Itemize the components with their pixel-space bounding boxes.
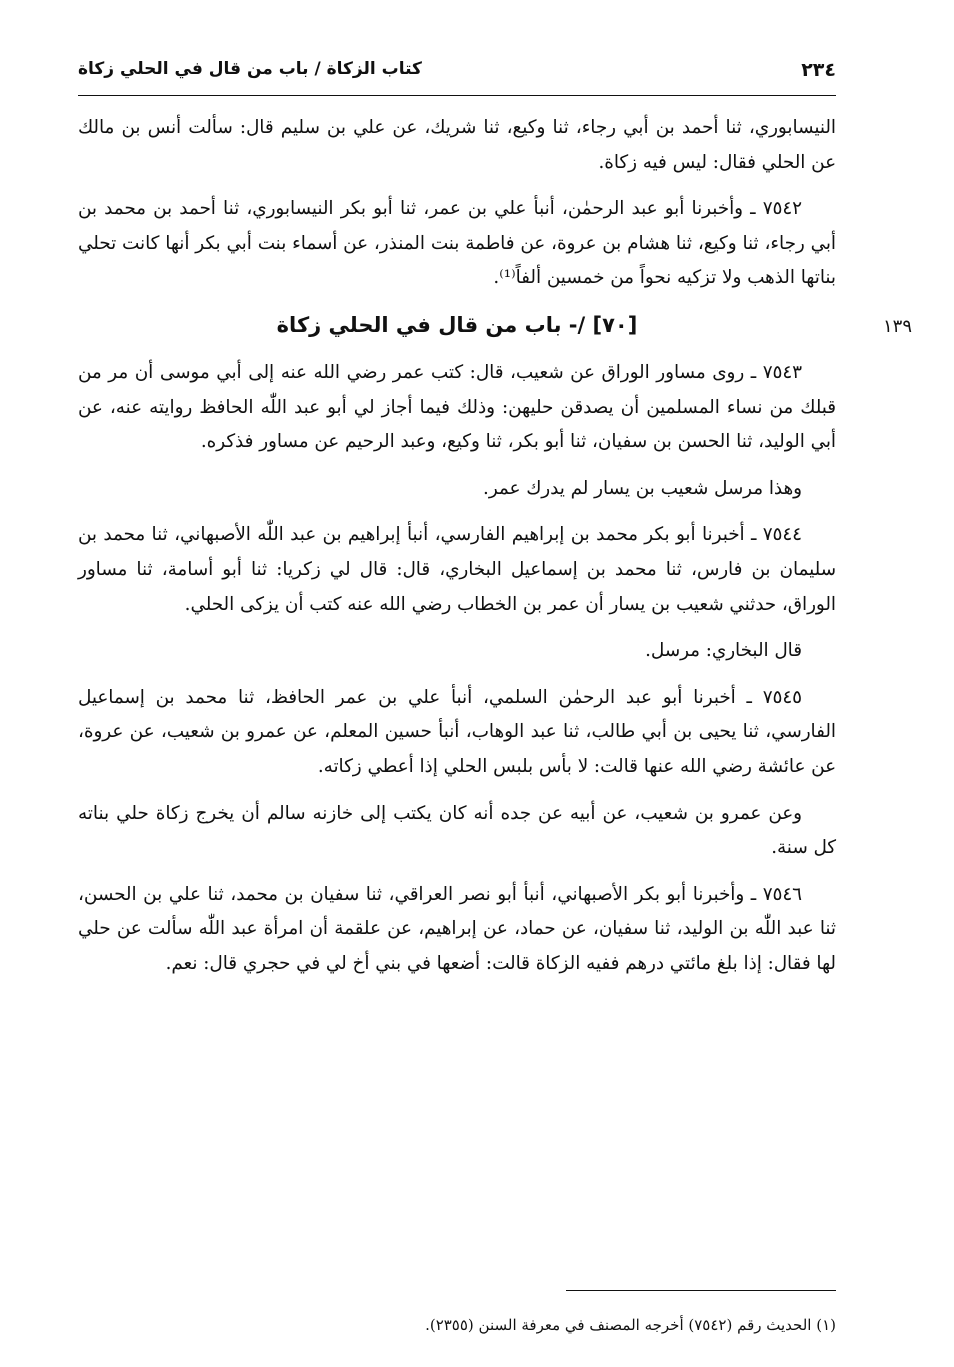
page-number: ٢٣٤: [801, 59, 836, 81]
footnote: (١) الحديث رقم (٧٥٤٢) أخرجه المصنف في معرفة السنن (٢٣٥٥).: [425, 1316, 836, 1334]
paragraph: ٧٥٤٢ ـ وأخبرنا أبو عبد الرحمٰن، أنبأ علي بن عمر، ثنا أبو بكر النيسابوري، ثنا أحمد بن محمد بن أبي رجاء، ثنا وكيع، ثنا هشام بن عروة، عن فاطمة بنت المنذر، عن أسماء بنت أبي بكر أنها كانت تحلي بناتها الذهب ولا تزكيه نحواً من خمسين ألفاً⁽¹⁾.: [78, 198, 836, 289]
paragraph: ٧٥٤٣ ـ روى مساور الوراق عن شعيب، قال: كتب عمر رضي الله عنه إلى أبي موسى أن مر من قبلك من نساء المسلمين أن يصدقن حليهن: وذلك فيما أجاز لي أبو عبد اللّٰه الحافظ روايته عنه، عن أبي الوليد، ثنا الحسن بن سفيان، ثنا أبو بكر، ثنا وكيع، وعبد الرحيم عن مساور فذكره.: [78, 361, 836, 453]
paragraph: وعن عمرو بن شعيب، عن أبيه عن جده أنه كان يكتب إلى خازنه سالم أن يخرج زكاة حلي بناته كل سنة.: [78, 802, 836, 859]
margin-page-number: ١٣٩: [882, 315, 912, 337]
running-title: كتاب الزكاة / باب من قال في الحلي زكاة: [78, 59, 422, 79]
paragraph: ٧٥٤٦ ـ وأخبرنا أبو بكر الأصبهاني، أنبأ أبو نصر العراقي، ثنا سفيان بن محمد، ثنا علي بن الحسن، ثنا عبد اللّٰه بن الوليد، ثنا سفيان، عن حماد، عن إبراهيم، عن علقمة أن امرأة عبد اللّٰه سألت عن حلي لها فقال: إذا بلغ مائتي درهم ففيه الزكاة قالت: أضعها في بني أخ لي في حجري قال: نعم.: [78, 883, 836, 974]
paragraph: ٧٥٤٤ ـ أخبرنا أبو بكر محمد بن إبراهيم الفارسي، أنبأ إبراهيم بن عبد اللّٰه الأصبهاني، ثنا محمد بن سليمان بن فارس، ثنا محمد بن إسماعيل البخاري، قال: قال لي زكريا: ثنا أبو أسامة، ثنا مساور الوراق، حدثني شعيب بن يسار أن عمر بن الخطاب رضي الله عنه كتب أن يزكى الحلي.: [78, 524, 836, 615]
page-header: [78, 55, 836, 96]
book-page: [78, 55, 912, 1335]
page-body: [78, 111, 912, 993]
paragraph: النيسابوري، ثنا أحمد بن أبي رجاء، ثنا وكيع، ثنا شريك، عن علي بن سليم قال: سألت أنس بن مالك عن الحلي فقال: ليس فيه زكاة.: [78, 117, 836, 173]
chapter-title: [٧٠] /- باب من قال في الحلي زكاة: [276, 312, 638, 337]
paragraph: قال البخاري: مرسل.: [645, 640, 802, 662]
paragraph: ٧٥٤٥ ـ أخبرنا أبو عبد الرحمٰن السلمي، أنبأ علي بن عمر الحافظ، ثنا محمد بن إسماعيل الفارسي، ثنا يحيى بن أبي طالب، ثنا عبد الوهاب، أنبأ حسين المعلم، عن عمرو بن شعيب، عن عروة، عن عائشة رضي الله عنها قالت: لا بأس بلبس الحلي إذا أعطي زكاته.: [78, 686, 836, 777]
chapter-heading: [78, 308, 912, 342]
paragraphs-before-chapter: [78, 111, 836, 296]
footnote-divider: [566, 1290, 836, 1291]
paragraph: وهذا مرسل شعيب بن يسار لم يدرك عمر.: [483, 477, 802, 499]
paragraphs-after-chapter: [78, 356, 836, 982]
